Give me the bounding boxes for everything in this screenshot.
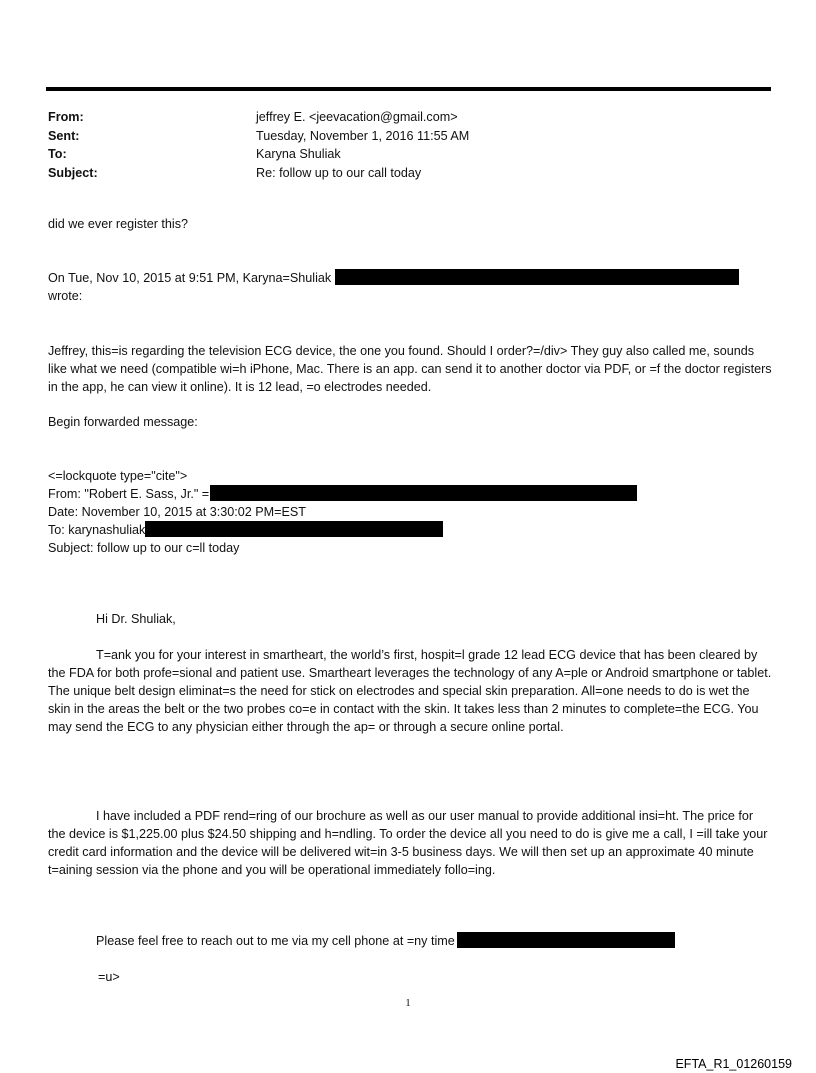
begin-forwarded: Begin forwarded message: — [48, 415, 198, 429]
karyna-message: Jeffrey, this=is regarding the television ECG device, the one you found. Should I order?=/div> They guy also called me, sounds like what we need (compatible wi=h iPhone, Mac. There is an app. can send it to another doctor via PDF, or =f the doctor registers in the app, he can view it online). It is 12 lead, =o electrodes needed. — [48, 344, 772, 394]
quote-intro — [48, 269, 773, 305]
paragraph-3 — [96, 932, 776, 950]
greeting: Hi Dr. Shuliak, — [96, 612, 176, 626]
fwd-from: From: "Robert E. Sass, Jr." = — [48, 487, 210, 501]
subject-value: Re: follow up to our call today — [256, 165, 422, 180]
redaction-bar — [145, 521, 443, 537]
cell-phone-text: Please feel free to reach out to me via my cell phone at =ny time — [96, 934, 455, 948]
to-value: Karyna Shuliak — [256, 147, 341, 161]
sent-row — [48, 127, 748, 146]
reply-text: did we ever register this? — [48, 217, 188, 231]
redaction-bar — [335, 269, 739, 285]
trailer-text: =u> — [98, 970, 120, 984]
fwd-to-line — [48, 521, 773, 539]
fwd-blockquote: <=lockquote type="cite"> — [48, 469, 188, 483]
to-row — [48, 145, 748, 164]
forwarded-headers — [48, 467, 773, 557]
sent-label: Sent: — [48, 128, 80, 143]
redaction-bar — [457, 932, 675, 948]
subject-label: Subject: — [48, 165, 98, 180]
paragraph-1: T=ank you for your interest in smartheart, the world’s first, hospit=l grade 12 lead ECG device that has been cleared by the FDA for both profe=sional and patient use. Smartheart leverages the technology of any A=ple or Android smartphone or tablet. The unique belt design eliminat=s the need for stick on electrodes and special skin preparation. All=one needs to do is wet the skin in the areas the belt or the two probes co=e in contact with the skin. It takes less than 2 minutes to complete=the ECG. You may send the ECG to any physician either through the ap= or through a secure online portal. — [48, 648, 772, 734]
redaction-bar — [210, 485, 637, 501]
from-label: From: — [48, 110, 84, 124]
page-number: 1 — [405, 997, 411, 1009]
header-rule — [46, 87, 771, 91]
quote-intro-wrote: wrote: — [48, 289, 83, 303]
subject-row — [48, 164, 748, 183]
fwd-subject: Subject: follow up to our c=ll today — [48, 541, 240, 555]
quote-intro-line: On Tue, Nov 10, 2015 at 9:51 PM, Karyna=Shuliak — [48, 271, 332, 285]
to-label: To: — [48, 147, 67, 161]
bates-number: EFTA_R1_01260159 — [675, 1057, 792, 1071]
sent-value: Tuesday, November 1, 2016 11:55 AM — [256, 128, 470, 143]
paragraph-2: I have included a PDF rend=ring of our brochure as well as our user manual to provide additional insi=ht. The price for the device is $1,225.00 plus $24.50 shipping and h=ndling. To order the device all you need to do is give me a call, I =ill take your credit card information and the device will be delivered wit=in 3-5 business days. We will then set up an approximate 40 minute t=aining session via the phone and you will be operational immediately follo=ing. — [48, 809, 768, 877]
fwd-date: Date: November 10, 2015 at 3:30:02 PM=EST — [48, 505, 306, 519]
email-header — [48, 108, 748, 182]
fwd-from-line — [48, 485, 773, 503]
from-row — [48, 108, 748, 127]
fwd-to: To: karynashuliak — [48, 523, 146, 537]
from-value: jeffrey E. <jeevacation@gmail.com> — [256, 110, 458, 124]
